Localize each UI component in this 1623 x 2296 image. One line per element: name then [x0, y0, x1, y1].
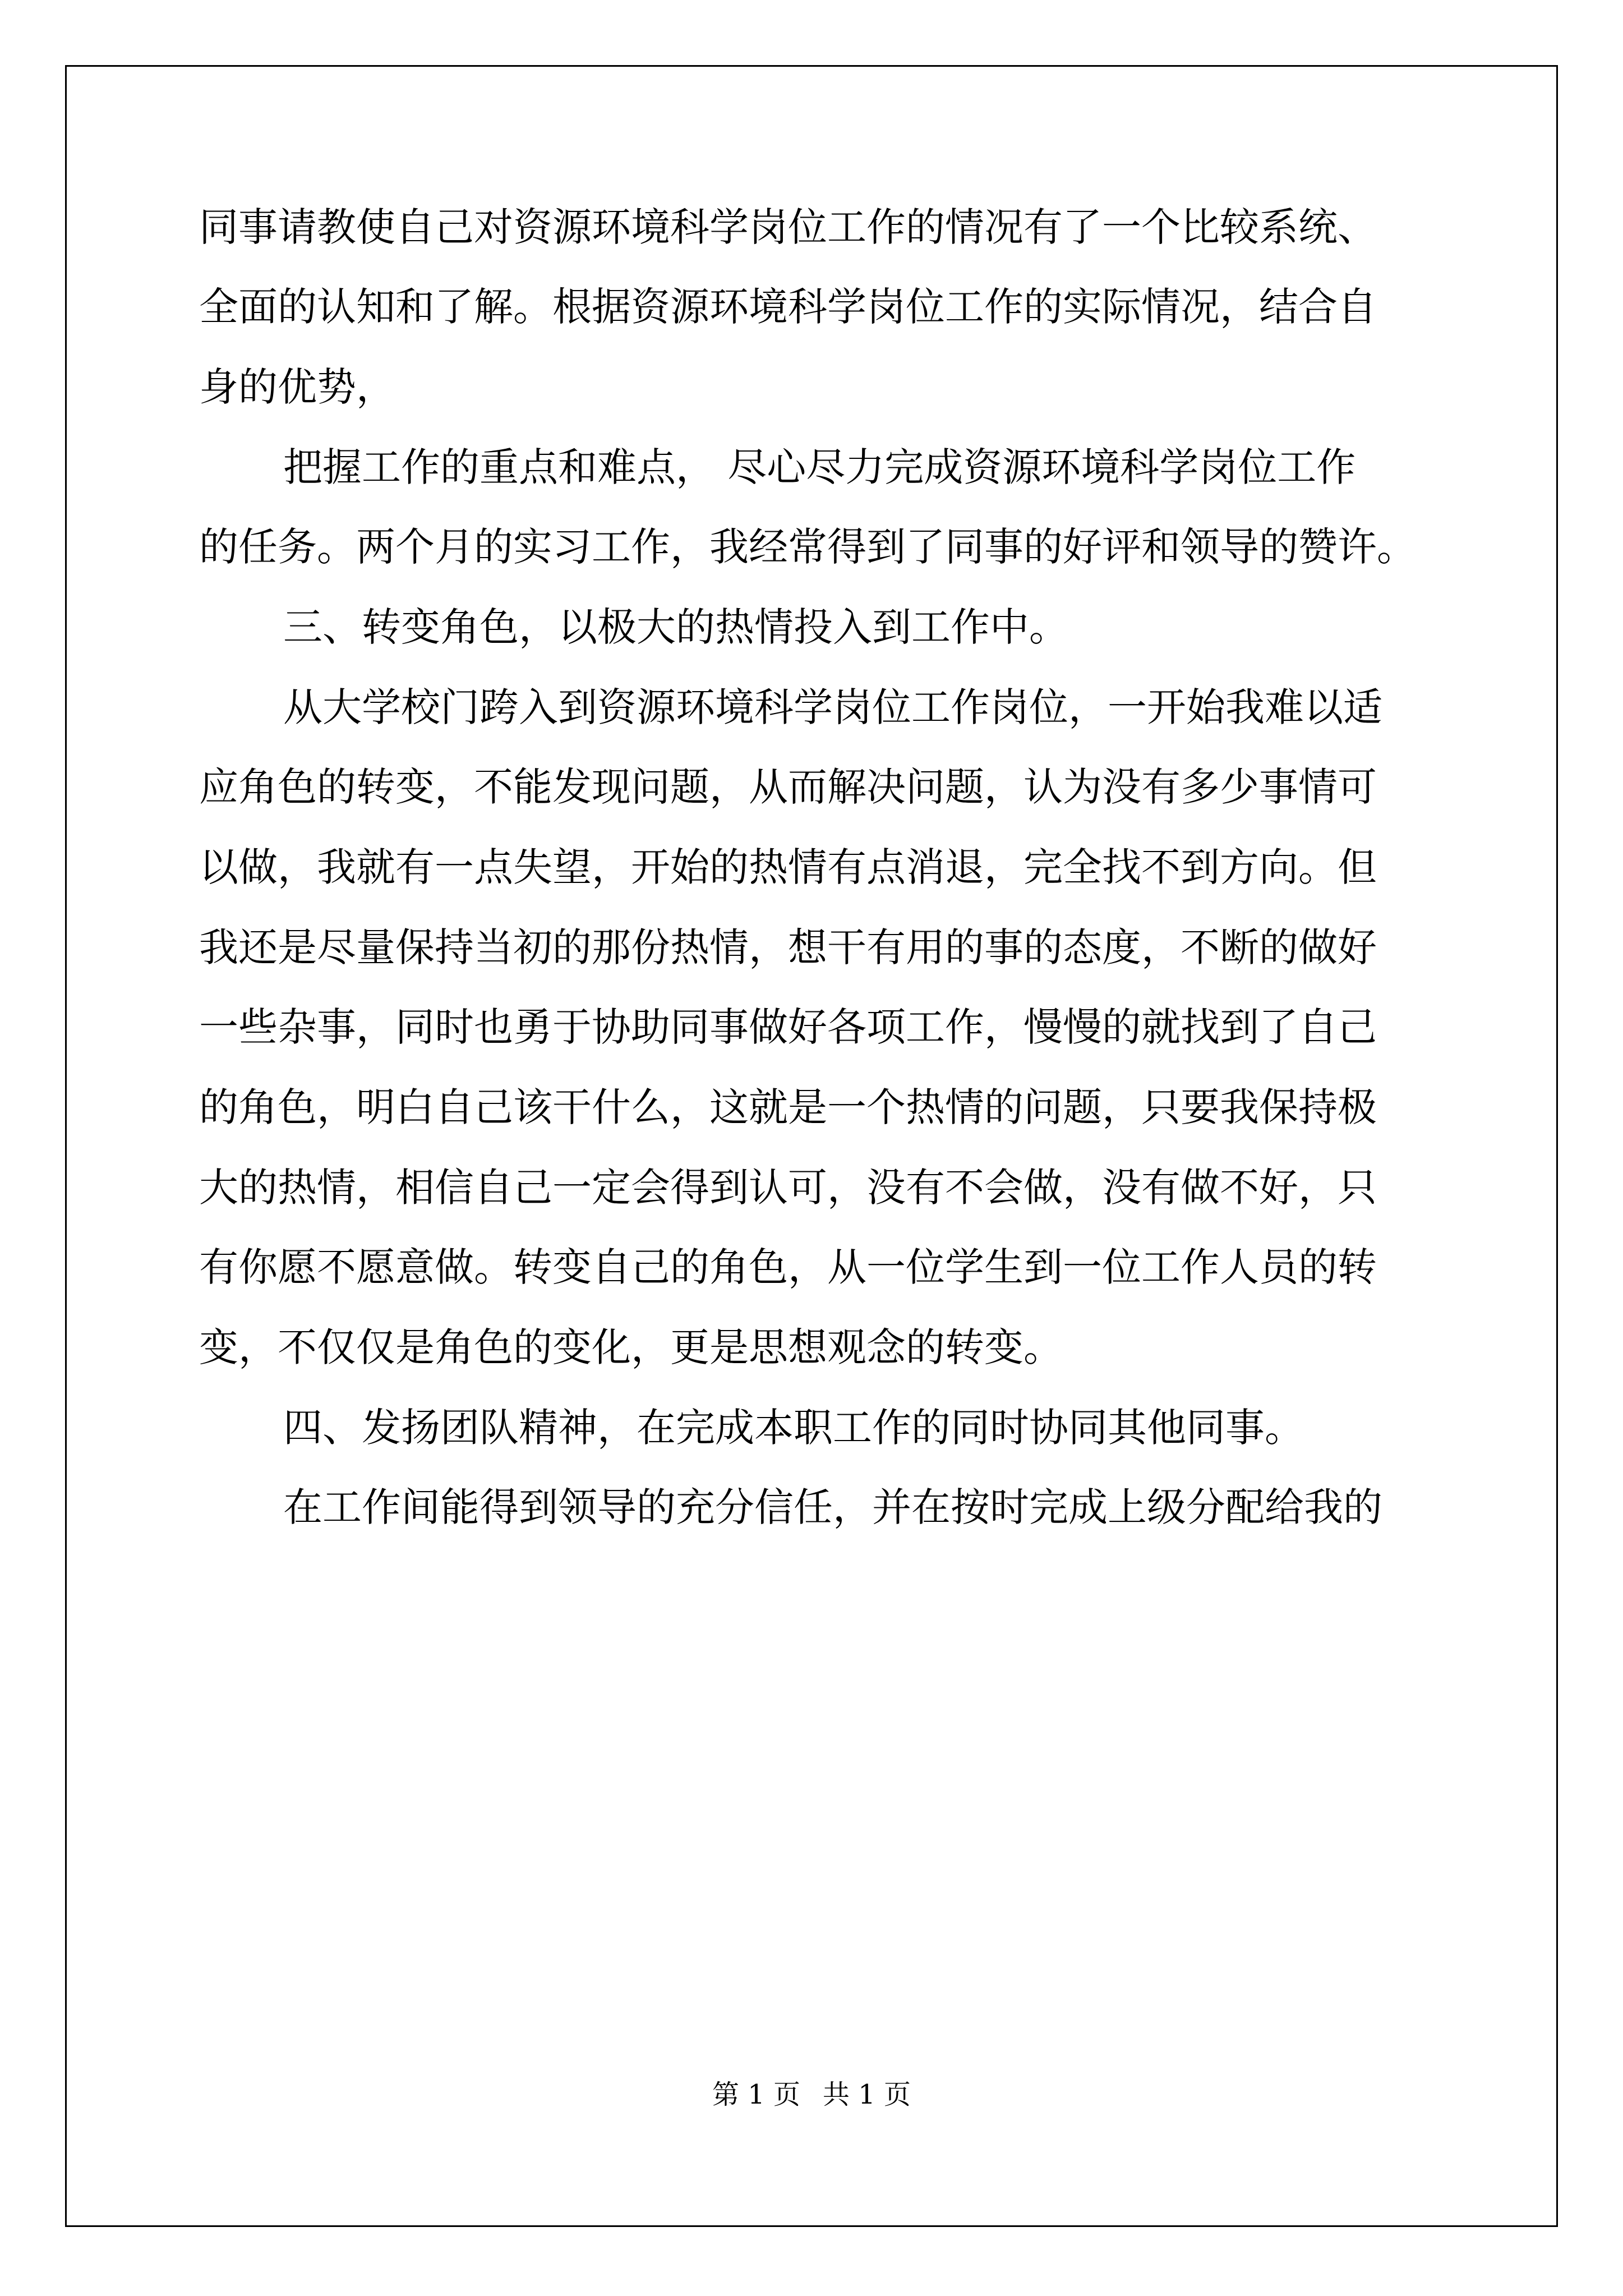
page-total: 共 1 页: [823, 2079, 911, 2110]
text-line: 的任务。两个月的实习工作，我经常得到了同事的好评和领导的赞许。: [199, 524, 1416, 570]
section-heading: 三、转变角色，以极大的热情投入到工作中。: [283, 604, 1068, 650]
text-line: 同事请教使自己对资源环境科学岗位工作的情况有了一个比较系统、: [199, 204, 1377, 250]
text-line: 一些杂事，同时也勇于协助同事做好各项工作，慢慢的就找到了自己: [199, 1004, 1377, 1050]
text-line: 我还是尽量保持当初的那份热情，想干有用的事的态度，不断的做好: [199, 924, 1377, 970]
text-line: 应角色的转变，不能发现问题，从而解决问题，认为没有多少事情可: [199, 764, 1377, 810]
page-number: 第 1 页: [712, 2079, 800, 2110]
text-line: 的角色，明白自己该干什么，这就是一个热情的问题，只要我保持极: [199, 1084, 1377, 1130]
text-line: 在工作间能得到领导的充分信任，并在按时完成上级分配给我的: [283, 1484, 1382, 1530]
text-line: 有你愿不愿意做。转变自己的角色，从一位学生到一位工作人员的转: [199, 1244, 1377, 1290]
text-line: 变，不仅仅是角色的变化，更是思想观念的转变。: [199, 1324, 1063, 1370]
text-line: 以做，我就有一点失望，开始的热情有点消退，完全找不到方向。但: [199, 844, 1377, 890]
text-line: 从大学校门跨入到资源环境科学岗位工作岗位，一开始我难以适: [283, 684, 1382, 730]
text-line: 全面的认知和了解。根据资源环境科学岗位工作的实际情况，结合自: [199, 284, 1377, 330]
text-line: 大的热情，相信自己一定会得到认可，没有不会做，没有做不好，只: [199, 1165, 1377, 1211]
text-line: 身的优势，: [199, 364, 395, 410]
text-line: 把握工作的重点和难点， 尽心尽力完成资源环境科学岗位工作: [283, 444, 1356, 490]
section-heading: 四、发扬团队精神，在完成本职工作的同时协同其他同事。: [283, 1405, 1304, 1451]
page-footer: [0, 2073, 1623, 2111]
